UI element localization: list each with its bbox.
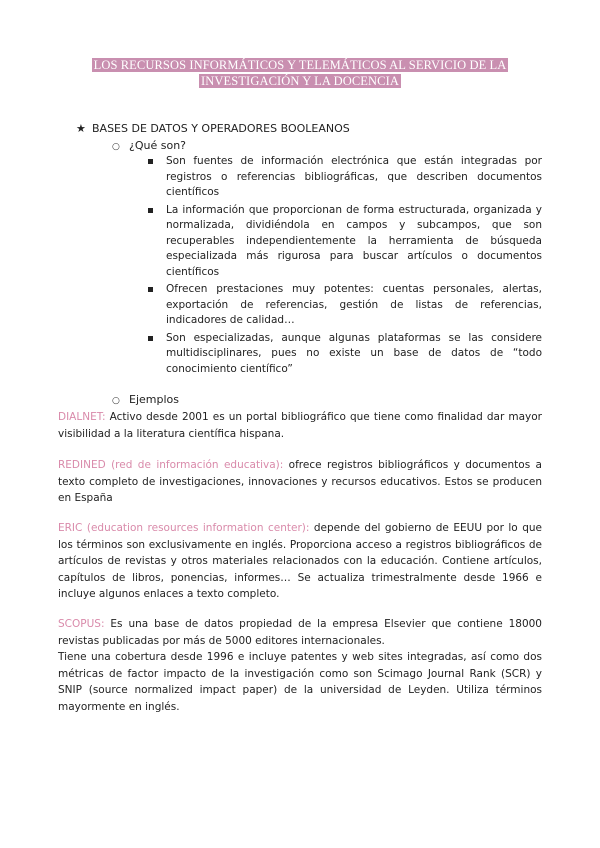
example-eric (58, 520, 542, 603)
eric-name: ERIC (education resources information center): (58, 522, 310, 534)
square-bullet-icon (148, 208, 153, 213)
section-heading-text: BASES DE DATOS Y OPERADORES BOOLEANOS (92, 122, 350, 135)
square-bullet-icon (148, 287, 153, 292)
subheading-what-are-text: ¿Qué son? (129, 139, 187, 152)
circle-bullet-icon: ○ (112, 142, 120, 152)
example-redined (58, 457, 542, 507)
scopus-name: SCOPUS: (58, 618, 105, 630)
scopus-text: Es una base de datos propiedad de la empresa Elsevier que contiene 18000 revistas publicadas por más de 5000 editores internacionales. (58, 618, 542, 647)
dialnet-text: Activo desde 2001 es un portal bibliográfico que tiene como finalidad dar mayor visibilidad a la literatura científica hispana. (58, 411, 542, 440)
redined-name: REDINED (red de información educativa): (58, 459, 284, 471)
dialnet-name: DIALNET: (58, 411, 106, 423)
square-bullet-icon (148, 159, 153, 164)
subheading-what-are (112, 138, 186, 155)
redined-text: ofrece registros bibliográficos y documentos a texto completo de investigaciones, innovaciones y recursos educativos. Estos se producen en España (58, 459, 542, 504)
title-line-1: LOS RECURSOS INFORMÁTICOS Y TELEMÁTICOS AL SERVICIO DE LA (93, 58, 507, 72)
example-dialnet (58, 409, 542, 442)
list-item: Ofrecen prestaciones muy potentes: cuentas personales, alertas, exportación de referencias, gestión de listas de referencias, indicadores de calidad… (148, 282, 542, 329)
definition-list (148, 154, 542, 379)
example-scopus (58, 616, 542, 715)
scopus-text-2: Tiene una cobertura desde 1996 e incluye patentes y web sites integradas, así como dos métricas de factor impacto de la investigación como son Scimago Journal Rank (SCR) y SNIP (source normalized impact paper) de la universidad de Leyden. Utiliza términos mayormente en inglés. (58, 651, 542, 713)
eric-text: depende del gobierno de EEUU por lo que los términos son exclusivamente en inglés. Proporciona acceso a registros bibliográficos de artículos de revistas y otros materiales relacionados con la educación. Contiene artículos, capítulos de libros, ponencias, informes… Se actualiza trimestralmente desde 1966 e incluye algunos enlaces a texto completo. (58, 522, 542, 600)
page-title (88, 57, 512, 89)
list-item: Son fuentes de información electrónica que están integradas por registros o referencias bibliográficas, que describen documentos científicos (148, 154, 542, 201)
square-bullet-icon (148, 336, 153, 341)
subheading-examples-text: Ejemplos (129, 393, 179, 406)
star-bullet-icon: ★ (76, 122, 86, 135)
circle-bullet-icon: ○ (112, 396, 120, 406)
list-item: La información que proporcionan de forma estructurada, organizada y normalizada, dividiéndola en campos y subcampos, que son recuperables independientemente la herramienta de búsqueda especializada más rigurosa para buscar artículos o documentos científicos (148, 203, 542, 281)
title-line-2: INVESTIGACIÓN Y LA DOCENCIA (201, 74, 399, 88)
section-heading (76, 121, 350, 136)
subheading-examples (112, 392, 179, 409)
list-item: Son especializadas, aunque algunas plataformas se las considere multidisciplinares, pues no existe un base de datos de “todo conocimiento científico” (148, 331, 542, 378)
